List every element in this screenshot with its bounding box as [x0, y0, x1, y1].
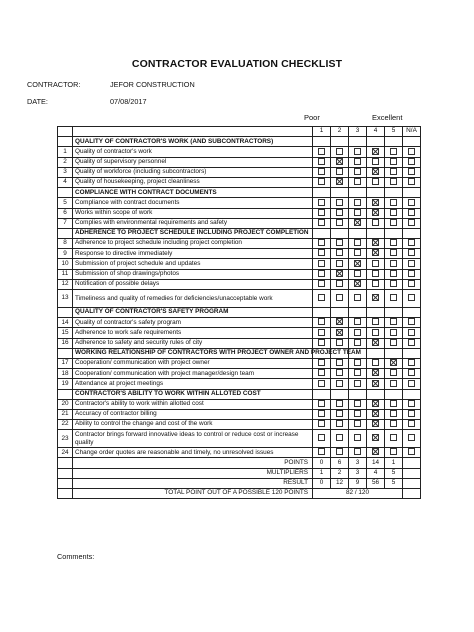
- checkbox-icon[interactable]: [336, 219, 343, 226]
- checkbox-icon[interactable]: [390, 318, 397, 325]
- col-header: 2: [331, 127, 349, 137]
- checkbox-icon[interactable]: [390, 369, 397, 376]
- section-title: WORKING RELATIONSHIP OF CONTRACTORS WITH PROJECT OWNER AND PROJECT TEAM: [73, 348, 313, 358]
- checked-checkbox-icon[interactable]: [372, 294, 379, 301]
- checkbox-icon[interactable]: [318, 329, 325, 336]
- checked-checkbox-icon[interactable]: [372, 369, 379, 376]
- checkbox-icon[interactable]: [408, 339, 415, 346]
- item-text: Works within scope of work: [73, 208, 313, 218]
- page-title: CONTRACTOR EVALUATION CHECKLIST: [131, 58, 343, 70]
- checkbox-icon[interactable]: [408, 260, 415, 267]
- checkbox-icon[interactable]: [354, 178, 361, 185]
- item-number: 11: [58, 269, 73, 279]
- item-text: Quality of housekeeping, project cleanliness: [73, 177, 313, 187]
- checked-checkbox-icon[interactable]: [372, 168, 379, 175]
- contractor-line: [27, 80, 195, 89]
- checklist-item-row: [58, 167, 421, 177]
- summary-value: 12: [331, 478, 349, 488]
- item-number: 5: [58, 198, 73, 208]
- checkbox-icon[interactable]: [354, 448, 361, 455]
- checkbox-icon[interactable]: [408, 318, 415, 325]
- checkbox-icon[interactable]: [318, 249, 325, 256]
- col-header: 5: [385, 127, 403, 137]
- checked-checkbox-icon[interactable]: [372, 410, 379, 417]
- checked-checkbox-icon[interactable]: [354, 280, 361, 287]
- checkbox-icon[interactable]: [354, 420, 361, 427]
- checklist-item-row: [58, 379, 421, 389]
- summary-label: RESULT: [73, 478, 313, 488]
- scale-excellent-label: Excellent: [372, 113, 403, 122]
- checkbox-icon[interactable]: [408, 209, 415, 216]
- scale-poor-label: Poor: [304, 113, 320, 122]
- section-header-row: [58, 308, 421, 318]
- checklist-item-row: [58, 218, 421, 228]
- checkbox-icon[interactable]: [408, 294, 415, 301]
- summary-value: 5: [385, 478, 403, 488]
- checkbox-icon[interactable]: [318, 148, 325, 155]
- checkbox-icon[interactable]: [408, 158, 415, 165]
- evaluation-table: [57, 126, 421, 499]
- checkbox-icon[interactable]: [318, 369, 325, 376]
- checkbox-icon[interactable]: [354, 410, 361, 417]
- checkbox-icon[interactable]: [408, 219, 415, 226]
- checkbox-icon[interactable]: [354, 270, 361, 277]
- checkbox-icon[interactable]: [336, 199, 343, 206]
- checked-checkbox-icon[interactable]: [372, 339, 379, 346]
- checked-checkbox-icon[interactable]: [372, 434, 379, 441]
- checklist-item-row: [58, 157, 421, 167]
- checkbox-icon[interactable]: [318, 380, 325, 387]
- checkbox-icon[interactable]: [336, 448, 343, 455]
- summary-value: 5: [385, 468, 403, 478]
- checked-checkbox-icon[interactable]: [390, 359, 397, 366]
- checked-checkbox-icon[interactable]: [336, 158, 343, 165]
- summary-label: MULTIPLIERS: [73, 468, 313, 478]
- checked-checkbox-icon[interactable]: [372, 209, 379, 216]
- checkbox-icon[interactable]: [390, 178, 397, 185]
- item-text: Timeliness and quality of remedies for deficiencies/unacceptable work: [73, 290, 313, 308]
- section-header-row: [58, 348, 421, 358]
- checkbox-icon[interactable]: [372, 270, 379, 277]
- checkbox-icon[interactable]: [336, 249, 343, 256]
- checkbox-icon[interactable]: [390, 148, 397, 155]
- checkbox-icon[interactable]: [372, 359, 379, 366]
- checkbox-icon[interactable]: [318, 339, 325, 346]
- header-row: [58, 127, 421, 137]
- checked-checkbox-icon[interactable]: [372, 249, 379, 256]
- checkbox-icon[interactable]: [408, 448, 415, 455]
- section-header-row: [58, 137, 421, 147]
- checkbox-icon[interactable]: [336, 369, 343, 376]
- checkbox-icon[interactable]: [318, 318, 325, 325]
- item-number: 23: [58, 430, 73, 448]
- checked-checkbox-icon[interactable]: [336, 178, 343, 185]
- item-number: 10: [58, 259, 73, 269]
- checkbox-icon[interactable]: [318, 260, 325, 267]
- date-label: DATE:: [27, 97, 48, 106]
- checklist-item-row: [58, 369, 421, 379]
- item-text: Quality of workforce (including subcontractors): [73, 167, 313, 177]
- col-header: 4: [367, 127, 385, 137]
- checklist-item-row: [58, 208, 421, 218]
- checklist-item-row: [58, 249, 421, 259]
- checkbox-icon[interactable]: [354, 369, 361, 376]
- checkbox-icon[interactable]: [318, 158, 325, 165]
- item-number: 15: [58, 328, 73, 338]
- checkbox-icon[interactable]: [354, 158, 361, 165]
- item-text: Complies with environmental requirements and safety: [73, 218, 313, 228]
- checklist-item-row: [58, 399, 421, 409]
- checkbox-icon[interactable]: [390, 280, 397, 287]
- checked-checkbox-icon[interactable]: [372, 199, 379, 206]
- col-header: N/A: [403, 127, 421, 137]
- checked-checkbox-icon[interactable]: [372, 239, 379, 246]
- checkbox-icon[interactable]: [354, 400, 361, 407]
- checkbox-icon[interactable]: [336, 420, 343, 427]
- summary-value: 0: [313, 478, 331, 488]
- item-text: Attendance at project meetings: [73, 379, 313, 389]
- item-number: 12: [58, 279, 73, 289]
- checkbox-icon[interactable]: [336, 380, 343, 387]
- checked-checkbox-icon[interactable]: [372, 420, 379, 427]
- checkbox-icon[interactable]: [408, 410, 415, 417]
- checkbox-icon[interactable]: [408, 434, 415, 441]
- checked-checkbox-icon[interactable]: [372, 448, 379, 455]
- item-number: 3: [58, 167, 73, 177]
- checkbox-icon[interactable]: [354, 168, 361, 175]
- checkbox-icon[interactable]: [354, 199, 361, 206]
- checked-checkbox-icon[interactable]: [336, 270, 343, 277]
- comments-label: Comments:: [57, 552, 95, 561]
- section-header-row: [58, 228, 421, 238]
- item-number: 17: [58, 358, 73, 368]
- section-title: ADHERENCE TO PROJECT SCHEDULE INCLUDING PROJECT COMPLETION: [73, 228, 313, 238]
- item-number: 7: [58, 218, 73, 228]
- checklist-item-row: [58, 358, 421, 368]
- checkbox-icon[interactable]: [408, 168, 415, 175]
- checkbox-icon[interactable]: [390, 448, 397, 455]
- item-text: Notification of possible delays: [73, 279, 313, 289]
- checked-checkbox-icon[interactable]: [354, 219, 361, 226]
- item-number: 2: [58, 157, 73, 167]
- item-text: Quality of supervisory personnel: [73, 157, 313, 167]
- date-line: [27, 97, 147, 106]
- checked-checkbox-icon[interactable]: [372, 400, 379, 407]
- item-text: Contractor's ability to work within allotted cost: [73, 399, 313, 409]
- summary-row-total: [58, 489, 421, 499]
- item-number: 1: [58, 147, 73, 157]
- section-header-row: [58, 188, 421, 198]
- checkbox-icon[interactable]: [318, 434, 325, 441]
- item-text: Submission of project schedule and updates: [73, 259, 313, 269]
- checkbox-icon[interactable]: [390, 168, 397, 175]
- checkbox-icon[interactable]: [354, 239, 361, 246]
- checkbox-icon[interactable]: [318, 294, 325, 301]
- checklist-item-row: [58, 409, 421, 419]
- contractor-value: JEFOR CONSTRUCTION: [110, 80, 195, 89]
- checklist-item-row: [58, 198, 421, 208]
- checked-checkbox-icon[interactable]: [372, 148, 379, 155]
- checklist-item-row: [58, 430, 421, 448]
- checkbox-icon[interactable]: [408, 270, 415, 277]
- checkbox-icon[interactable]: [390, 158, 397, 165]
- checkbox-icon[interactable]: [390, 294, 397, 301]
- checklist-item-row: [58, 177, 421, 187]
- checkbox-icon[interactable]: [336, 280, 343, 287]
- checkbox-icon[interactable]: [390, 239, 397, 246]
- checkbox-icon[interactable]: [354, 294, 361, 301]
- item-text: Adherence to project schedule including project completion: [73, 239, 313, 249]
- total-value: 82 / 120: [313, 489, 403, 499]
- checkbox-icon[interactable]: [390, 329, 397, 336]
- item-number: 9: [58, 249, 73, 259]
- checked-checkbox-icon[interactable]: [336, 329, 343, 336]
- checkbox-icon[interactable]: [318, 219, 325, 226]
- item-number: 21: [58, 409, 73, 419]
- item-text: Quality of contractor's safety program: [73, 318, 313, 328]
- checkbox-icon[interactable]: [372, 280, 379, 287]
- checkbox-icon[interactable]: [372, 318, 379, 325]
- checkbox-icon[interactable]: [336, 339, 343, 346]
- item-text: Cooperation/ communication with project owner: [73, 358, 313, 368]
- checkbox-icon[interactable]: [408, 400, 415, 407]
- item-number: 18: [58, 369, 73, 379]
- checklist-item-row: [58, 279, 421, 289]
- checkbox-icon[interactable]: [336, 410, 343, 417]
- total-label: TOTAL POINT OUT OF A POSSIBLE 120 POINTS: [73, 489, 313, 499]
- summary-value: 0: [313, 458, 331, 468]
- checkbox-icon[interactable]: [318, 410, 325, 417]
- checkbox-icon[interactable]: [390, 209, 397, 216]
- checkbox-icon[interactable]: [318, 448, 325, 455]
- checkbox-icon[interactable]: [408, 239, 415, 246]
- item-text: Contractor brings forward innovative ideas to control or reduce cost or increase quality: [73, 430, 313, 448]
- summary-row-multipliers: [58, 468, 421, 478]
- item-number: 6: [58, 208, 73, 218]
- checkbox-icon[interactable]: [390, 434, 397, 441]
- checkbox-icon[interactable]: [336, 294, 343, 301]
- checkbox-icon[interactable]: [372, 329, 379, 336]
- checkbox-icon[interactable]: [408, 178, 415, 185]
- checklist-item-row: [58, 290, 421, 308]
- checkbox-icon[interactable]: [390, 199, 397, 206]
- item-text: Response to directive immediately: [73, 249, 313, 259]
- checkbox-icon[interactable]: [318, 168, 325, 175]
- item-text: Adherence to safety and security rules of city: [73, 338, 313, 348]
- checkbox-icon[interactable]: [408, 329, 415, 336]
- checkbox-icon[interactable]: [408, 249, 415, 256]
- checklist-item-row: [58, 448, 421, 458]
- date-value: 07/08/2017: [110, 97, 147, 106]
- summary-value: 4: [367, 468, 385, 478]
- checklist-item-row: [58, 318, 421, 328]
- checkbox-icon[interactable]: [408, 380, 415, 387]
- checkbox-icon[interactable]: [390, 380, 397, 387]
- checkbox-icon[interactable]: [354, 339, 361, 346]
- item-number: 13: [58, 290, 73, 308]
- checkbox-icon[interactable]: [390, 219, 397, 226]
- checkbox-icon[interactable]: [336, 359, 343, 366]
- checklist-item-row: [58, 259, 421, 269]
- item-text: Cooperation/ communication with project manager/design team: [73, 369, 313, 379]
- checkbox-icon[interactable]: [318, 420, 325, 427]
- checked-checkbox-icon[interactable]: [336, 318, 343, 325]
- checklist-item-row: [58, 269, 421, 279]
- checkbox-icon[interactable]: [336, 168, 343, 175]
- item-number: 14: [58, 318, 73, 328]
- checkbox-icon[interactable]: [408, 420, 415, 427]
- summary-value: 3: [349, 458, 367, 468]
- item-number: 22: [58, 420, 73, 430]
- checkbox-icon[interactable]: [372, 219, 379, 226]
- checkbox-icon[interactable]: [390, 249, 397, 256]
- checklist-item-row: [58, 147, 421, 157]
- checkbox-icon[interactable]: [318, 178, 325, 185]
- summary-label: POINTS: [73, 458, 313, 468]
- checkbox-icon[interactable]: [354, 359, 361, 366]
- checkbox-icon[interactable]: [390, 400, 397, 407]
- checkbox-icon[interactable]: [390, 260, 397, 267]
- checkbox-icon[interactable]: [408, 148, 415, 155]
- item-number: 4: [58, 177, 73, 187]
- section-title: QUALITY OF CONTRACTOR'S SAFETY PROGRAM: [73, 308, 313, 318]
- checkbox-icon[interactable]: [318, 359, 325, 366]
- item-text: Adherence to work safe requirements: [73, 328, 313, 338]
- summary-value: 1: [313, 468, 331, 478]
- item-number: 24: [58, 448, 73, 458]
- checkbox-icon[interactable]: [318, 209, 325, 216]
- item-number: 8: [58, 239, 73, 249]
- checkbox-icon[interactable]: [336, 209, 343, 216]
- summary-value: 3: [349, 468, 367, 478]
- checkbox-icon[interactable]: [336, 148, 343, 155]
- checklist-item-row: [58, 328, 421, 338]
- checkbox-icon[interactable]: [318, 400, 325, 407]
- checkbox-icon[interactable]: [372, 178, 379, 185]
- checkbox-icon[interactable]: [354, 148, 361, 155]
- summary-row-points: [58, 458, 421, 468]
- summary-value: 2: [331, 468, 349, 478]
- summary-row-result: [58, 478, 421, 488]
- checkbox-icon[interactable]: [354, 249, 361, 256]
- item-text: Quality of contractor's work: [73, 147, 313, 157]
- item-text: Accuracy of contractor billing: [73, 409, 313, 419]
- item-text: Ability to control the change and cost of the work: [73, 420, 313, 430]
- checkbox-icon[interactable]: [408, 199, 415, 206]
- checkbox-icon[interactable]: [336, 434, 343, 441]
- summary-value: 6: [331, 458, 349, 468]
- checkbox-icon[interactable]: [354, 434, 361, 441]
- checkbox-icon[interactable]: [354, 329, 361, 336]
- item-number: 16: [58, 338, 73, 348]
- col-header: 1: [313, 127, 331, 137]
- checkbox-icon[interactable]: [390, 339, 397, 346]
- section-title: COMPLIANCE WITH CONTRACT DOCUMENTS: [73, 188, 313, 198]
- checkbox-icon[interactable]: [318, 239, 325, 246]
- checkbox-icon[interactable]: [354, 318, 361, 325]
- section-title: QUALITY OF CONTRACTOR'S WORK (AND SUBCONTRACTORS): [73, 137, 313, 147]
- checkbox-icon[interactable]: [336, 400, 343, 407]
- col-header: 3: [349, 127, 367, 137]
- checkbox-icon[interactable]: [390, 420, 397, 427]
- item-text: Submission of shop drawings/photos: [73, 269, 313, 279]
- item-text: Change order quotes are reasonable and timely, no unresolved issues: [73, 448, 313, 458]
- checked-checkbox-icon[interactable]: [372, 380, 379, 387]
- checkbox-icon[interactable]: [372, 158, 379, 165]
- checkbox-icon[interactable]: [390, 410, 397, 417]
- section-title: CONTRACTOR'S ABILITY TO WORK WITHIN ALLOTED COST: [73, 389, 313, 399]
- checklist-item-row: [58, 338, 421, 348]
- summary-value: 9: [349, 478, 367, 488]
- summary-value: 1: [385, 458, 403, 468]
- checkbox-icon[interactable]: [318, 199, 325, 206]
- checked-checkbox-icon[interactable]: [354, 260, 361, 267]
- item-number: 20: [58, 399, 73, 409]
- checklist-item-row: [58, 239, 421, 249]
- checkbox-icon[interactable]: [408, 369, 415, 376]
- summary-value: 56: [367, 478, 385, 488]
- checkbox-icon[interactable]: [336, 260, 343, 267]
- checklist-item-row: [58, 420, 421, 430]
- checkbox-icon[interactable]: [372, 260, 379, 267]
- checkbox-icon[interactable]: [336, 239, 343, 246]
- checkbox-icon[interactable]: [408, 359, 415, 366]
- item-text: Compliance with contract documents: [73, 198, 313, 208]
- section-header-row: [58, 389, 421, 399]
- summary-value: 14: [367, 458, 385, 468]
- checkbox-icon[interactable]: [408, 280, 415, 287]
- item-number: 19: [58, 379, 73, 389]
- checkbox-icon[interactable]: [390, 270, 397, 277]
- checkbox-icon[interactable]: [318, 270, 325, 277]
- checkbox-icon[interactable]: [318, 280, 325, 287]
- checkbox-icon[interactable]: [354, 380, 361, 387]
- checkbox-icon[interactable]: [354, 209, 361, 216]
- contractor-label: CONTRACTOR:: [27, 80, 81, 89]
